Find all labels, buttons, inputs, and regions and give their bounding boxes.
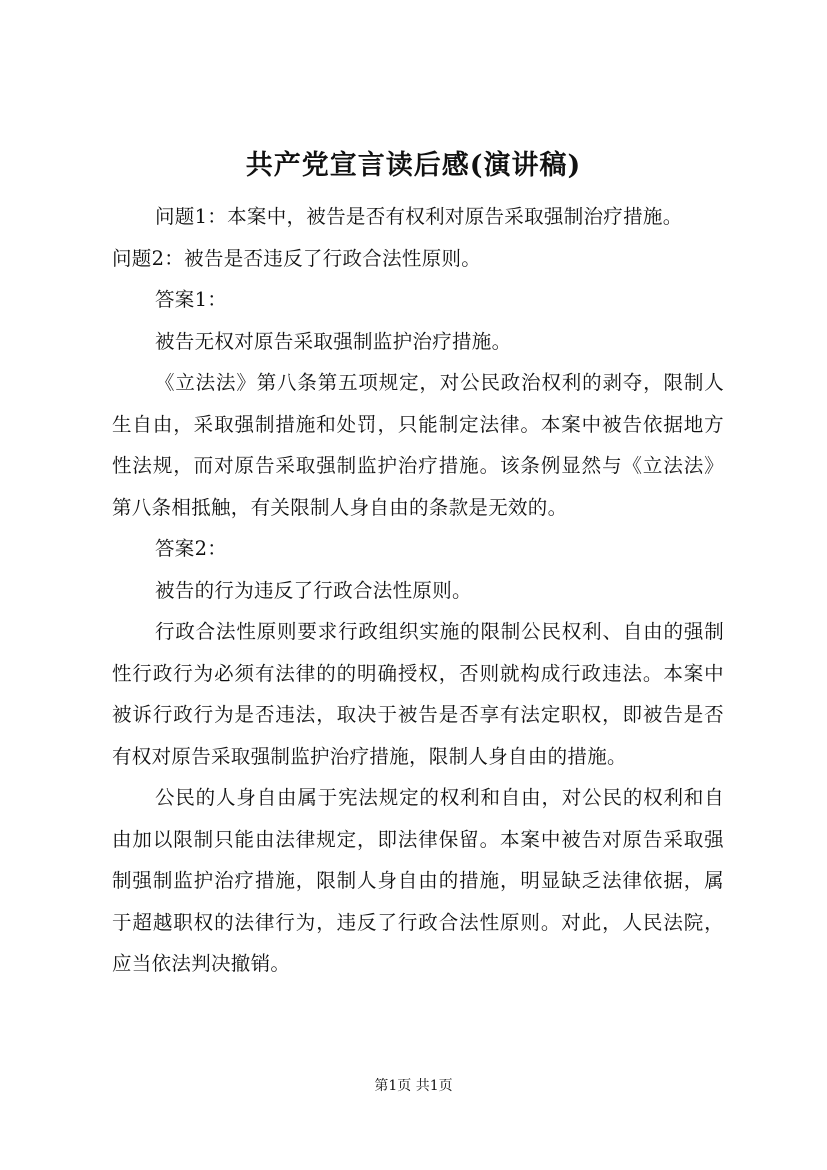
paragraph-question-1: 问题1：本案中，被告是否有权利对原告采取强制治疗措施。 [155,205,683,228]
paragraph-answer-1-summary: 被告无权对原告采取强制监护治疗措施。 [155,329,512,353]
paragraph-answer-2-summary: 被告的行为违反了行政合法性原则。 [155,578,472,602]
paragraph-answer-2-detail-2: 公民的人身自由属于宪法规定的权利和自由，对公民的权利和自由加以限制只能由法律规定，即法律保留。本案中被告对原告采取强制强制监护治疗措施，限制人身自由的措施，明显缺乏法律依据，属于超越职权的法律行为，违反了行政合法性原则。对此，人民法院，应当依法判决撤销。 [112,786,724,975]
paragraph-answer-1-detail: 《立法法》第八条第五项规定，对公民政治权利的剥夺，限制人生自由，采取强制措施和处罚，只能制定法律。本案中被告依据地方性法规，而对原告采取强制监护治疗措施。该条例显然与《立法法》第八条相抵触，有关限制人身自由的条款是无效的。 [112,371,724,519]
paragraph-answer-2-heading: 答案2： [155,537,228,560]
paragraph-question-2: 问题2：被告是否违反了行政合法性原则。 [112,246,482,270]
page-footer: 第1页 共1页 [374,1078,453,1094]
document-body [112,196,724,985]
paragraph-answer-1-heading: 答案1： [155,288,228,311]
paragraph-answer-2-detail-1: 行政合法性原则要求行政组织实施的限制公民权利、自由的强制性行政行为必须有法律的的明确授权，否则就构成行政违法。本案中被诉行政行为是否违法，取决于被告是否享有法定职权，即被告是否有权对原告采取强制监护治疗措施，限制人身自由的措施。 [112,620,724,768]
document-title: 共产党宣言读后感(演讲稿) [245,150,582,181]
